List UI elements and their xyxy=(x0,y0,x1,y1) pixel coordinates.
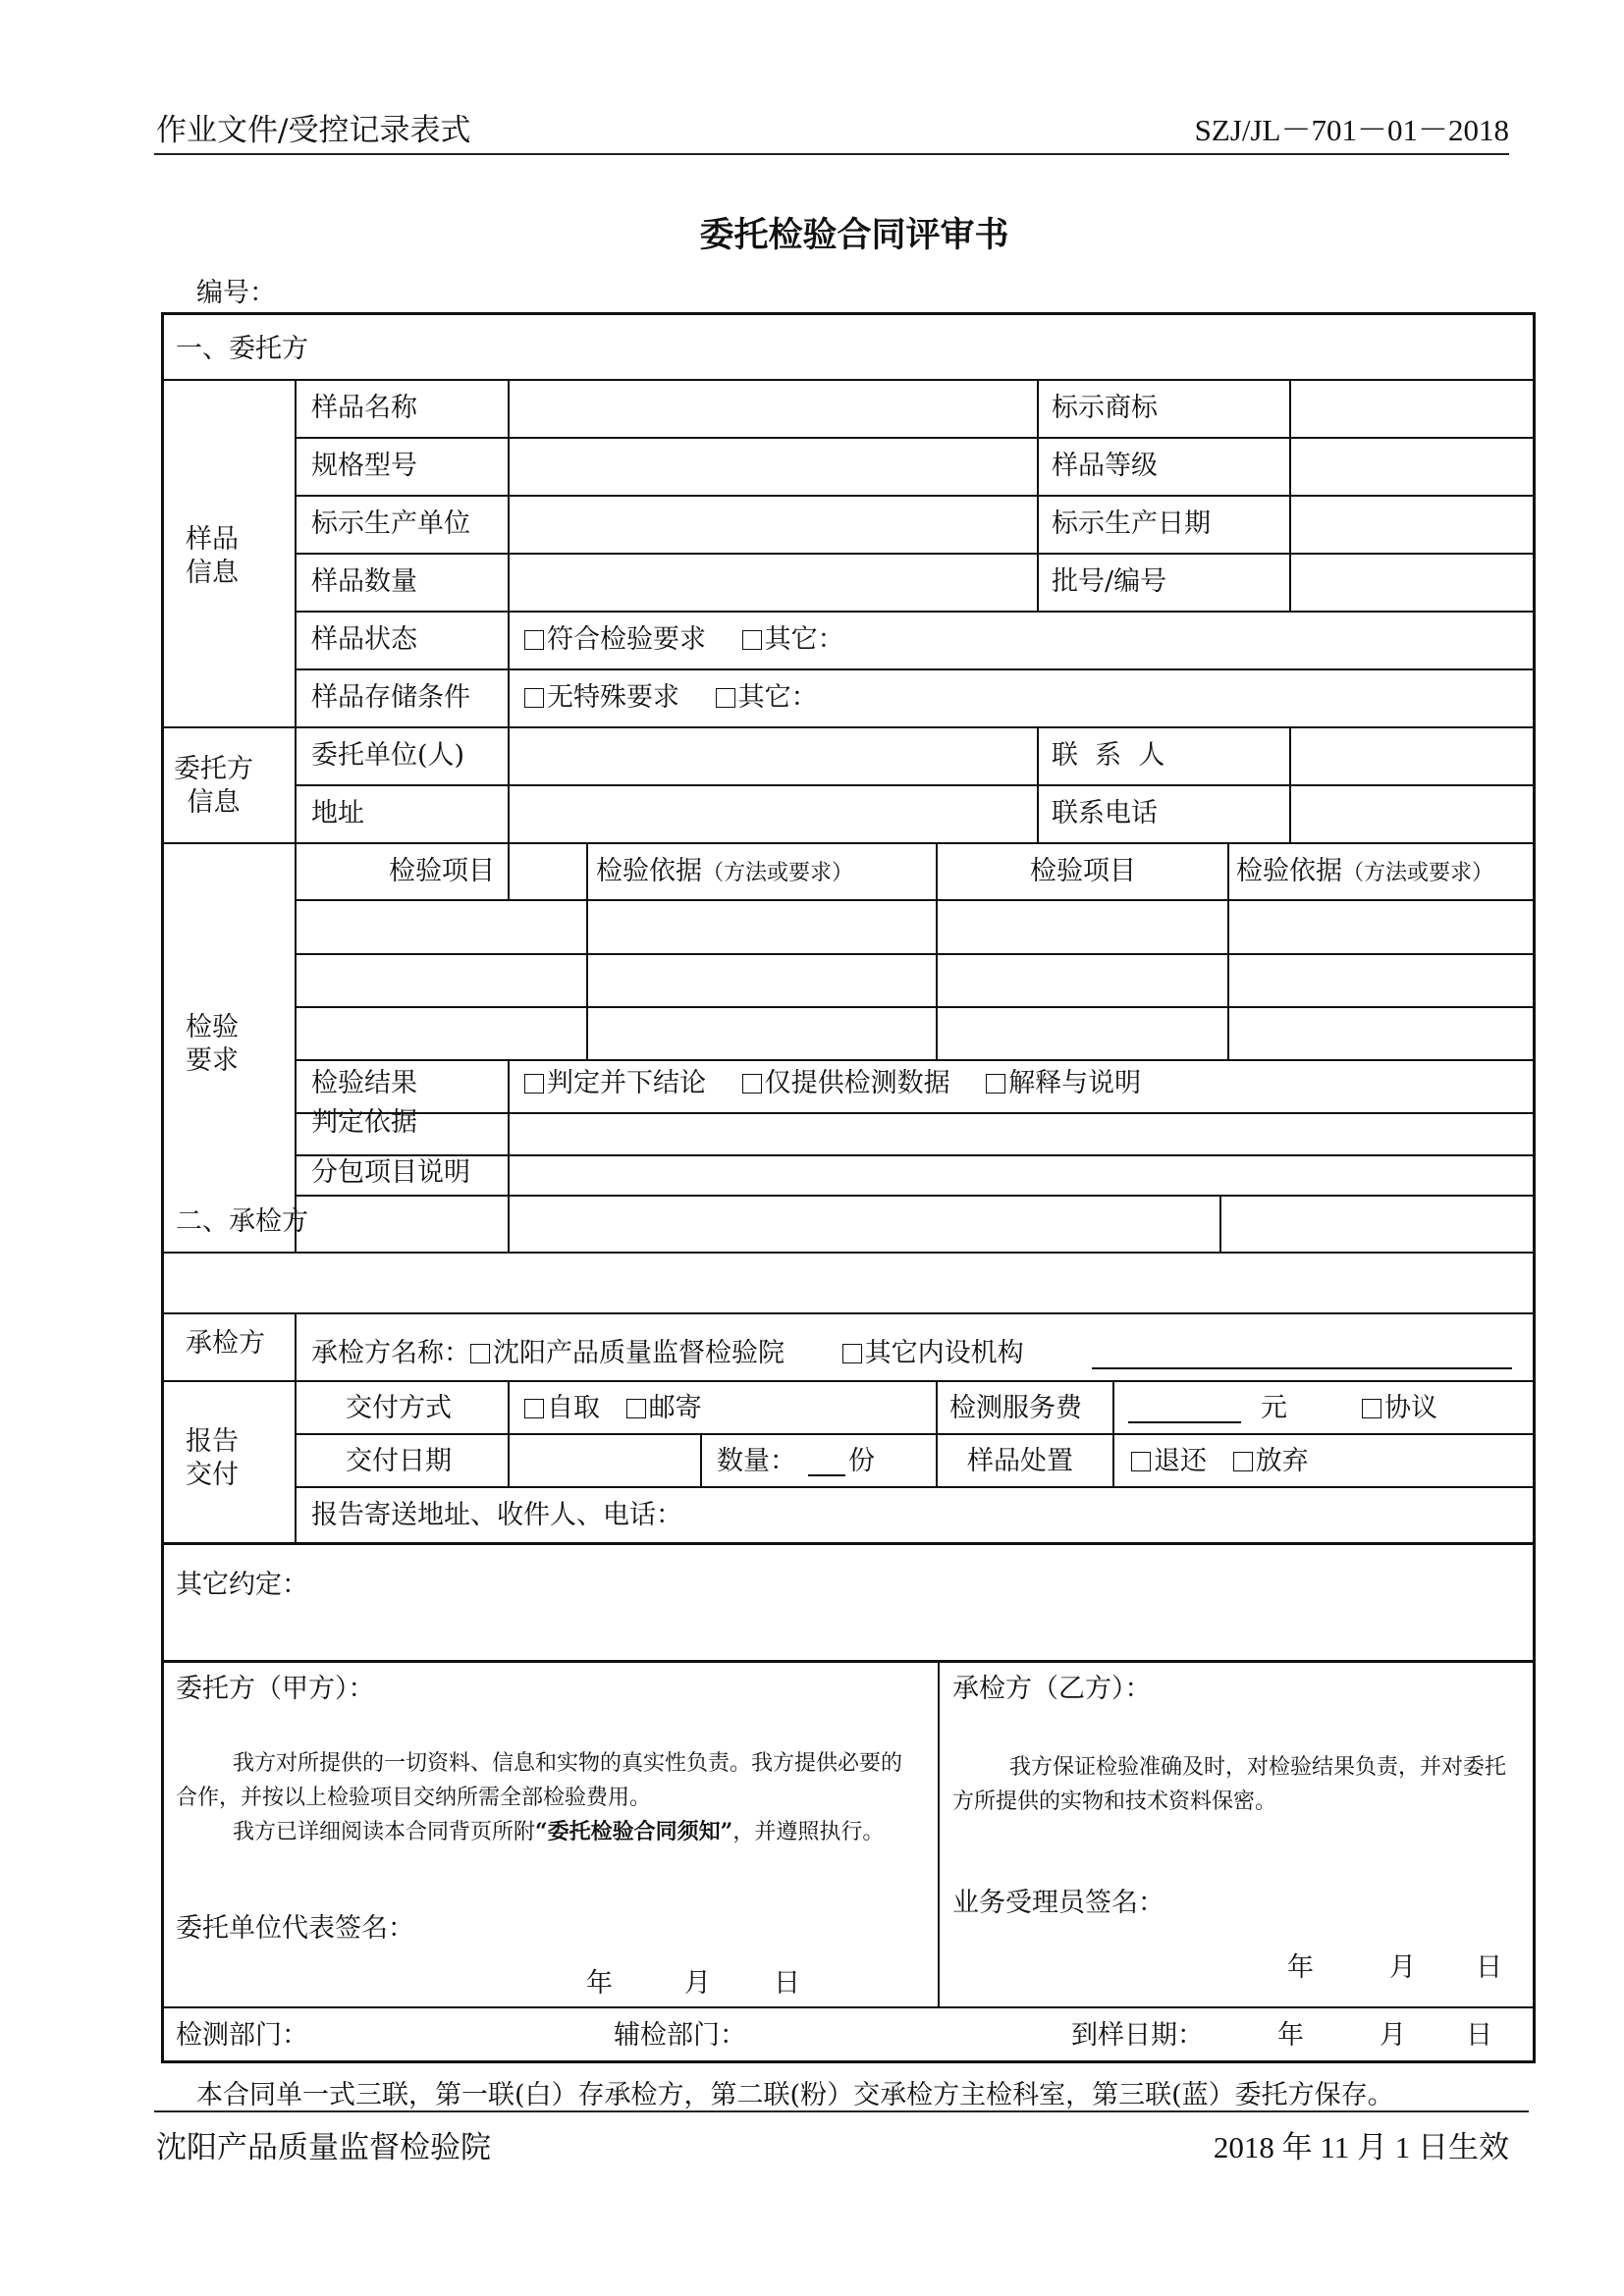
tester-party-title: 承检方（乙方）： xyxy=(952,1674,1152,1704)
state-ok-checkbox[interactable] xyxy=(524,630,544,650)
result-data-only-checkbox[interactable] xyxy=(742,1074,762,1094)
judgment-basis-label: 判定依据 xyxy=(311,1107,417,1138)
copies-label: 数量： xyxy=(717,1446,796,1476)
delivery-pickup-checkbox[interactable] xyxy=(524,1399,544,1418)
client-unit-label: 委托单位(人) xyxy=(311,740,465,771)
copies-unit: 份 xyxy=(848,1446,875,1476)
arrival-day: 日 xyxy=(1466,2020,1492,2051)
section-tester-title: 二、承检方 xyxy=(176,1206,308,1237)
aux-dept-label: 辅检部门： xyxy=(614,2020,746,2051)
production-date-label: 标示生产日期 xyxy=(1052,508,1211,539)
copies-blank[interactable] xyxy=(808,1474,845,1476)
fee-unit: 元 xyxy=(1261,1393,1287,1423)
client-declaration-1: 我方对所提供的一切资料、信息和实物的真实性负责。我方提供必要的合作，并按以上检验项目交纳所需全部检验费用。 xyxy=(176,1751,903,1810)
delivery-method-label: 交付方式 xyxy=(346,1393,452,1423)
phone-label: 联系电话 xyxy=(1052,798,1158,828)
document-header xyxy=(154,110,1509,155)
tester-declaration: 我方保证检验准确及时，对检验结果负责，并对委托方所提供的实物和技术资料保密。 xyxy=(952,1755,1507,1814)
client-info-group-label: 委托方 信息 xyxy=(174,754,253,818)
state-other-checkbox[interactable] xyxy=(742,630,762,650)
spec-model-label: 规格型号 xyxy=(311,451,417,481)
footer-institute: 沈阳产品质量监督检验院 xyxy=(156,2130,491,2165)
sample-state-options: 符合检验要求 其它： xyxy=(524,626,844,653)
manufacturer-label: 标示生产单位 xyxy=(311,508,470,539)
footer-effective-date: 2018 年 11 月 1 日生效 xyxy=(1213,2130,1509,2164)
form-title: 委托检验合同评审书 xyxy=(699,216,1009,255)
clerk-signature-label: 业务受理员签名： xyxy=(952,1888,1164,1918)
inspection-result-label: 检验结果 xyxy=(311,1068,417,1098)
fee-negotiated-option: 协议 xyxy=(1362,1395,1437,1421)
inspection-basis-header-1: 检验依据（方法或要求） xyxy=(596,856,854,886)
inspection-requirements-group-label: 检验 要求 xyxy=(186,1012,239,1076)
other-agreements-label: 其它约定： xyxy=(176,1570,308,1600)
fee-amount-blank[interactable] xyxy=(1128,1421,1241,1423)
result-explain-checkbox[interactable] xyxy=(986,1074,1005,1094)
sample-quantity-label: 样品数量 xyxy=(311,566,417,597)
inspection-item-header-2: 检验项目 xyxy=(1030,856,1136,886)
copies-distribution-note: 本合同单一式三联，第一联(白）存承检方，第二联(粉）交承检方主检科室，第三联(蓝）委托方保存。 xyxy=(196,2080,1394,2110)
sample-name-label: 样品名称 xyxy=(311,393,417,423)
header-doc-code: SZJ/JL－701－01－2018 xyxy=(1194,113,1509,147)
report-mailing-label: 报告寄送地址、收件人、电话： xyxy=(311,1500,682,1530)
tester-institute-checkbox[interactable] xyxy=(470,1344,490,1363)
contact-person-label: 联 系 人 xyxy=(1052,740,1165,771)
testing-dept-label: 检测部门： xyxy=(176,2020,308,2051)
document-footer xyxy=(154,2110,1529,2165)
disposal-return-checkbox[interactable] xyxy=(1131,1452,1151,1471)
header-doc-type: 作业文件/受控记录表式 xyxy=(156,113,471,148)
tester-group-label: 承检方 xyxy=(186,1328,265,1359)
contract-review-form xyxy=(161,312,1536,2063)
arrival-year: 年 xyxy=(1277,2020,1304,2051)
delivery-method-options: 自取 邮寄 xyxy=(524,1395,702,1421)
inspection-item-header-1: 检验项目 xyxy=(389,856,495,886)
sample-info-group-label: 样品 信息 xyxy=(186,524,239,588)
subcontract-note-label: 分包项目说明 xyxy=(311,1157,470,1188)
fee-negotiated-checkbox[interactable] xyxy=(1362,1399,1381,1418)
client-sign-month: 月 xyxy=(684,1968,711,1999)
tester-other-checkbox[interactable] xyxy=(842,1344,862,1363)
storage-condition-options: 无特殊要求 其它： xyxy=(524,684,818,711)
arrival-month: 月 xyxy=(1380,2020,1406,2051)
delivery-date-label: 交付日期 xyxy=(346,1446,452,1476)
report-delivery-group-label: 报告 交付 xyxy=(186,1426,239,1490)
sample-grade-label: 样品等级 xyxy=(1052,451,1158,481)
service-fee-label: 检测服务费 xyxy=(949,1393,1082,1423)
client-signature-label: 委托单位代表签名： xyxy=(176,1913,414,1944)
section-client-title: 一、委托方 xyxy=(176,334,308,364)
disposal-abandon-checkbox[interactable] xyxy=(1233,1452,1253,1471)
client-declaration-2: 我方已详细阅读本合同背页所附“委托检验合同须知”，并遵照执行。 xyxy=(233,1819,885,1844)
client-sign-year: 年 xyxy=(586,1968,613,1999)
tester-sign-day: 日 xyxy=(1476,1952,1502,1983)
storage-condition-label: 样品存储条件 xyxy=(311,682,470,713)
batch-number-label: 批号/编号 xyxy=(1052,566,1167,597)
sample-disposal-label: 样品处置 xyxy=(967,1446,1073,1476)
tester-sign-month: 月 xyxy=(1389,1952,1416,1983)
arrival-date-label: 到样日期： xyxy=(1071,2020,1204,2051)
client-party-title: 委托方（甲方）： xyxy=(176,1674,375,1704)
tester-name-row: 承检方名称： 沈阳产品质量监督检验院 其它内设机构 xyxy=(311,1338,1024,1368)
storage-none-checkbox[interactable] xyxy=(524,688,544,708)
inspection-basis-header-2: 检验依据（方法或要求） xyxy=(1236,856,1494,886)
tester-sign-year: 年 xyxy=(1287,1952,1314,1983)
client-sign-day: 日 xyxy=(774,1968,800,1999)
serial-number-label: 编号： xyxy=(196,278,276,308)
delivery-mail-checkbox[interactable] xyxy=(626,1399,646,1418)
result-judge-checkbox[interactable] xyxy=(524,1074,544,1094)
sample-state-label: 样品状态 xyxy=(311,624,417,655)
address-label: 地址 xyxy=(311,798,364,828)
other-institution-blank[interactable] xyxy=(1092,1367,1512,1369)
sample-disposal-options: 退还 放弃 xyxy=(1131,1448,1309,1474)
trademark-label: 标示商标 xyxy=(1052,393,1158,423)
inspection-result-options: 判定并下结论 仅提供检测数据 解释与说明 xyxy=(524,1070,1141,1096)
storage-other-checkbox[interactable] xyxy=(716,688,735,708)
